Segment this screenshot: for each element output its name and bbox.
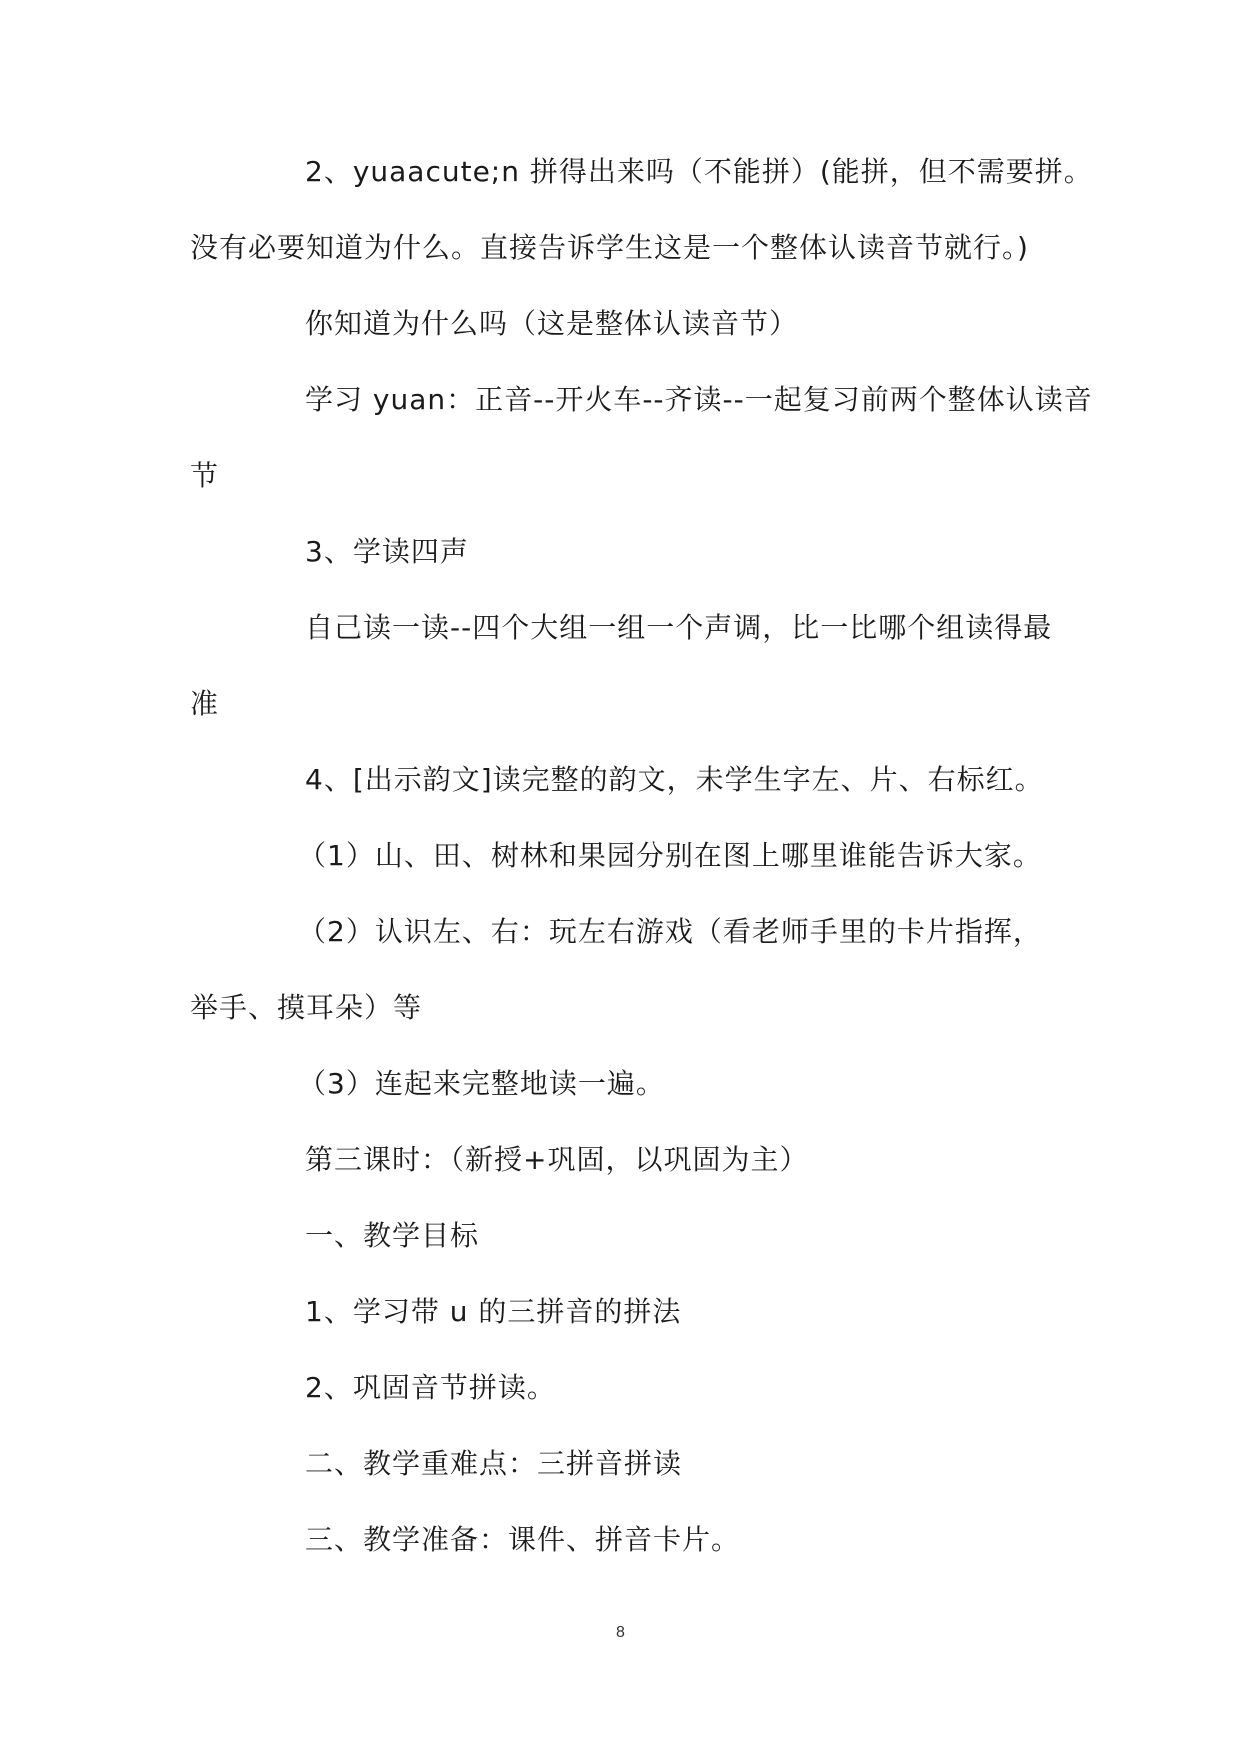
paragraph-line: （3）连起来完整地读一遍。 (298, 1067, 665, 1100)
paragraph-line: 你知道为什么吗（这是整体认读音节） (305, 307, 799, 340)
section-heading: 第三课时：（新授+巩固，以巩固为主） (305, 1143, 809, 1176)
paragraph-line: 1、学习带 u 的三拼音的拼法 (305, 1295, 682, 1328)
paragraph-line: 学习 yuan：正音--开火车--齐读--一起复习前两个整体认读音 (305, 383, 1093, 416)
paragraph-line: 举手、摸耳朵）等 (190, 991, 423, 1024)
paragraph-line: 2、yuaacute;n 拼得出来吗（不能拼）(能拼，但不需要拼。 (305, 155, 1093, 188)
paragraph-line: 自己读一读--四个大组一组一个声调，比一比哪个组读得最 (305, 611, 1053, 644)
section-heading: 三、教学准备：课件、拼音卡片。 (305, 1523, 741, 1556)
paragraph-line: 3、学读四声 (305, 535, 469, 568)
paragraph-line: （1）山、田、树林和果园分别在图上哪里谁能告诉大家。 (298, 839, 1042, 872)
paragraph-line: 4、[出示韵文]读完整的韵文，未学生字左、片、右标红。 (305, 763, 1044, 796)
paragraph-line: 节 (190, 459, 220, 492)
paragraph-line: 准 (190, 687, 220, 720)
section-heading: 二、教学重难点：三拼音拼读 (305, 1447, 683, 1480)
page-number: 8 (616, 1624, 625, 1641)
paragraph-line: 2、巩固音节拼读。 (305, 1371, 556, 1404)
paragraph-line: （2）认识左、右：玩左右游戏（看老师手里的卡片指挥， (298, 915, 1042, 948)
section-heading: 一、教学目标 (305, 1219, 480, 1252)
paragraph-line: 没有必要知道为什么。直接告诉学生这是一个整体认读音节就行。) (190, 231, 1029, 264)
